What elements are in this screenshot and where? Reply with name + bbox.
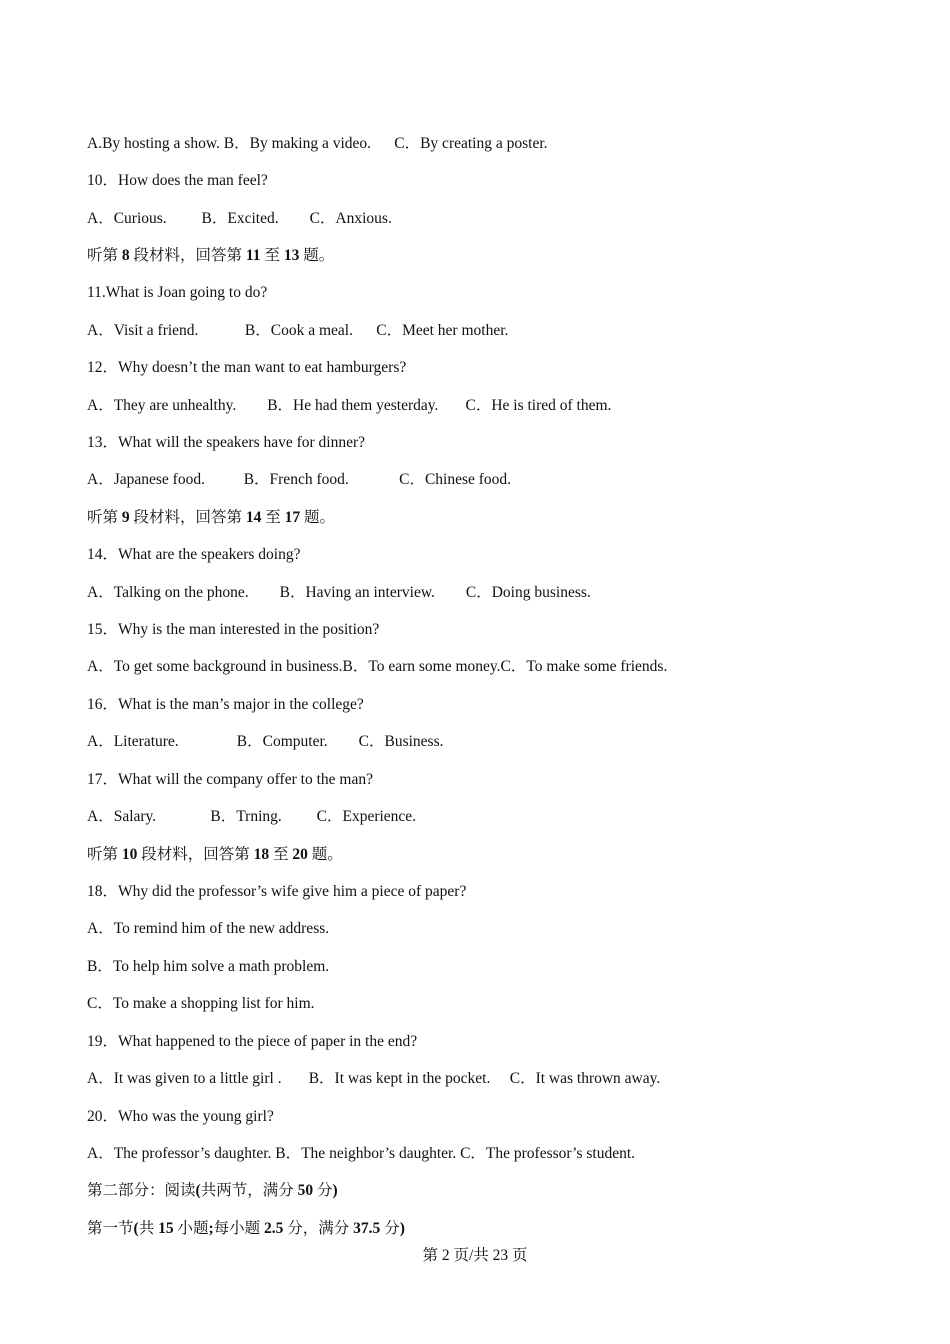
text: 听第 [87, 247, 122, 264]
text: A．To get some background in business.B．To earn some money.C．To make some friends. [87, 658, 668, 675]
text: A．It was given to a little girl . B．It was kept in the pocket. C．It was thrown away. [87, 1070, 661, 1087]
bold-number: 2.5 [264, 1220, 284, 1237]
question-15 [87, 620, 379, 640]
answer-options-q14 [87, 583, 591, 603]
text: 20．Who was the young girl? [87, 1108, 274, 1125]
bold-paren: ( [133, 1220, 139, 1237]
section-instruction-8 [87, 246, 334, 266]
question-18 [87, 882, 466, 902]
question-19 [87, 1032, 417, 1052]
text: 听第 [87, 509, 122, 526]
text: 18．Why did the professor’s wife give him a piece of paper? [87, 883, 467, 900]
answer-options-q9 [87, 134, 548, 154]
bold-number: 10 [121, 846, 138, 863]
bold-number: 8 [121, 247, 130, 264]
question-13 [87, 433, 365, 453]
text: A．Talking on the phone. B．Having an interview. C．Doing business. [87, 584, 591, 601]
text: 共两节，满分 [200, 1182, 298, 1199]
text: 共 [138, 1220, 159, 1237]
answer-options-q19 [87, 1069, 660, 1089]
text: A．Literature. B．Computer. C．Business. [87, 733, 444, 750]
bold-semicolon: ; [208, 1220, 214, 1237]
total-pages: 23 [492, 1247, 509, 1264]
bold-number: 11 [245, 247, 261, 264]
text: 分 [380, 1220, 400, 1237]
text: A．The professor’s daughter. B．The neighbor’s daughter. C．The professor’s student. [87, 1145, 636, 1162]
bold-number: 13 [283, 247, 300, 264]
page-number: 2 [441, 1247, 450, 1264]
text: 17．What will the company offer to the man? [87, 771, 373, 788]
bold-number: 15 [158, 1220, 174, 1237]
part-two-heading [87, 1181, 338, 1201]
answer-option-q18-b [87, 957, 329, 977]
bold-paren: ) [399, 1220, 405, 1237]
answer-options-q10 [87, 209, 392, 229]
text: 每小题 [213, 1220, 265, 1237]
bold-paren: ( [195, 1182, 201, 1199]
footer-prefix: 第 [422, 1247, 442, 1264]
question-16 [87, 695, 364, 715]
text: 16．What is the man’s major in the college? [87, 696, 364, 713]
question-17 [87, 770, 373, 790]
text: A．Japanese food. B．French food. C．Chinese food. [87, 471, 512, 488]
text: C．To make a shopping list for him. [87, 995, 315, 1012]
bold-paren: ) [332, 1182, 338, 1199]
text: 题。 [299, 247, 335, 264]
bold-number: 14 [245, 509, 262, 526]
answer-options-q17 [87, 807, 416, 827]
text: 段材料，回答第 [137, 846, 254, 863]
text: 第二部分：阅读 [87, 1182, 196, 1199]
bold-number: 17 [284, 509, 301, 526]
text: 小题 [173, 1220, 209, 1237]
answer-options-q20 [87, 1144, 635, 1164]
text: 11.What is Joan going to do? [87, 284, 268, 301]
text: 至 [260, 247, 284, 264]
answer-options-q13 [87, 470, 511, 490]
page-footer [0, 1246, 950, 1266]
section-one-heading [87, 1219, 405, 1239]
question-14 [87, 545, 300, 565]
text: 段材料，回答第 [129, 247, 246, 264]
text: 15．Why is the man interested in the position? [87, 621, 380, 638]
answer-options-q11 [87, 321, 508, 341]
text: 至 [269, 846, 293, 863]
text: A．Salary. B．Trning. C．Experience. [87, 808, 417, 825]
text: 至 [261, 509, 285, 526]
text: 分 [313, 1182, 333, 1199]
question-11 [87, 283, 267, 303]
answer-options-q12 [87, 396, 611, 416]
answer-option-q18-c [87, 994, 315, 1014]
text: 10．How does the man feel? [87, 172, 268, 189]
answer-options-q16 [87, 732, 443, 752]
text: A．To remind him of the new address. [87, 920, 330, 937]
answer-option-q18-a [87, 919, 329, 939]
bold-number: 20 [292, 846, 308, 863]
text: 12．Why doesn’t the man want to eat hamburgers? [87, 359, 407, 376]
text: 第一节 [87, 1220, 134, 1237]
section-instruction-9 [87, 508, 335, 528]
text: A.By hosting a show. B．By making a video. C．By creating a poster. [87, 135, 548, 152]
question-20 [87, 1107, 274, 1127]
footer-suffix: 页 [508, 1247, 528, 1264]
bold-number: 50 [297, 1182, 314, 1199]
question-10 [87, 171, 268, 191]
question-12 [87, 358, 406, 378]
text: A．They are unhealthy. B．He had them yesterday. C．He is tired of them. [87, 397, 612, 414]
text: 分，满分 [283, 1220, 354, 1237]
text: B．To help him solve a math problem. [87, 958, 330, 975]
text: 13．What will the speakers have for dinner? [87, 434, 366, 451]
text: A．Curious. B．Excited. C．Anxious. [87, 210, 392, 227]
text: 19．What happened to the piece of paper in the end? [87, 1033, 418, 1050]
answer-options-q15 [87, 657, 667, 677]
text: A．Visit a friend. B．Cook a meal. C．Meet her mother. [87, 322, 509, 339]
text: 段材料，回答第 [129, 509, 246, 526]
text: 14．What are the speakers doing? [87, 546, 301, 563]
bold-number: 37.5 [353, 1220, 381, 1237]
footer-middle: 页/共 [449, 1247, 493, 1264]
bold-number: 18 [253, 846, 270, 863]
text: 听第 [87, 846, 122, 863]
text: 题。 [307, 846, 343, 863]
section-instruction-10 [87, 845, 343, 865]
text: 题。 [300, 509, 336, 526]
bold-number: 9 [121, 509, 130, 526]
